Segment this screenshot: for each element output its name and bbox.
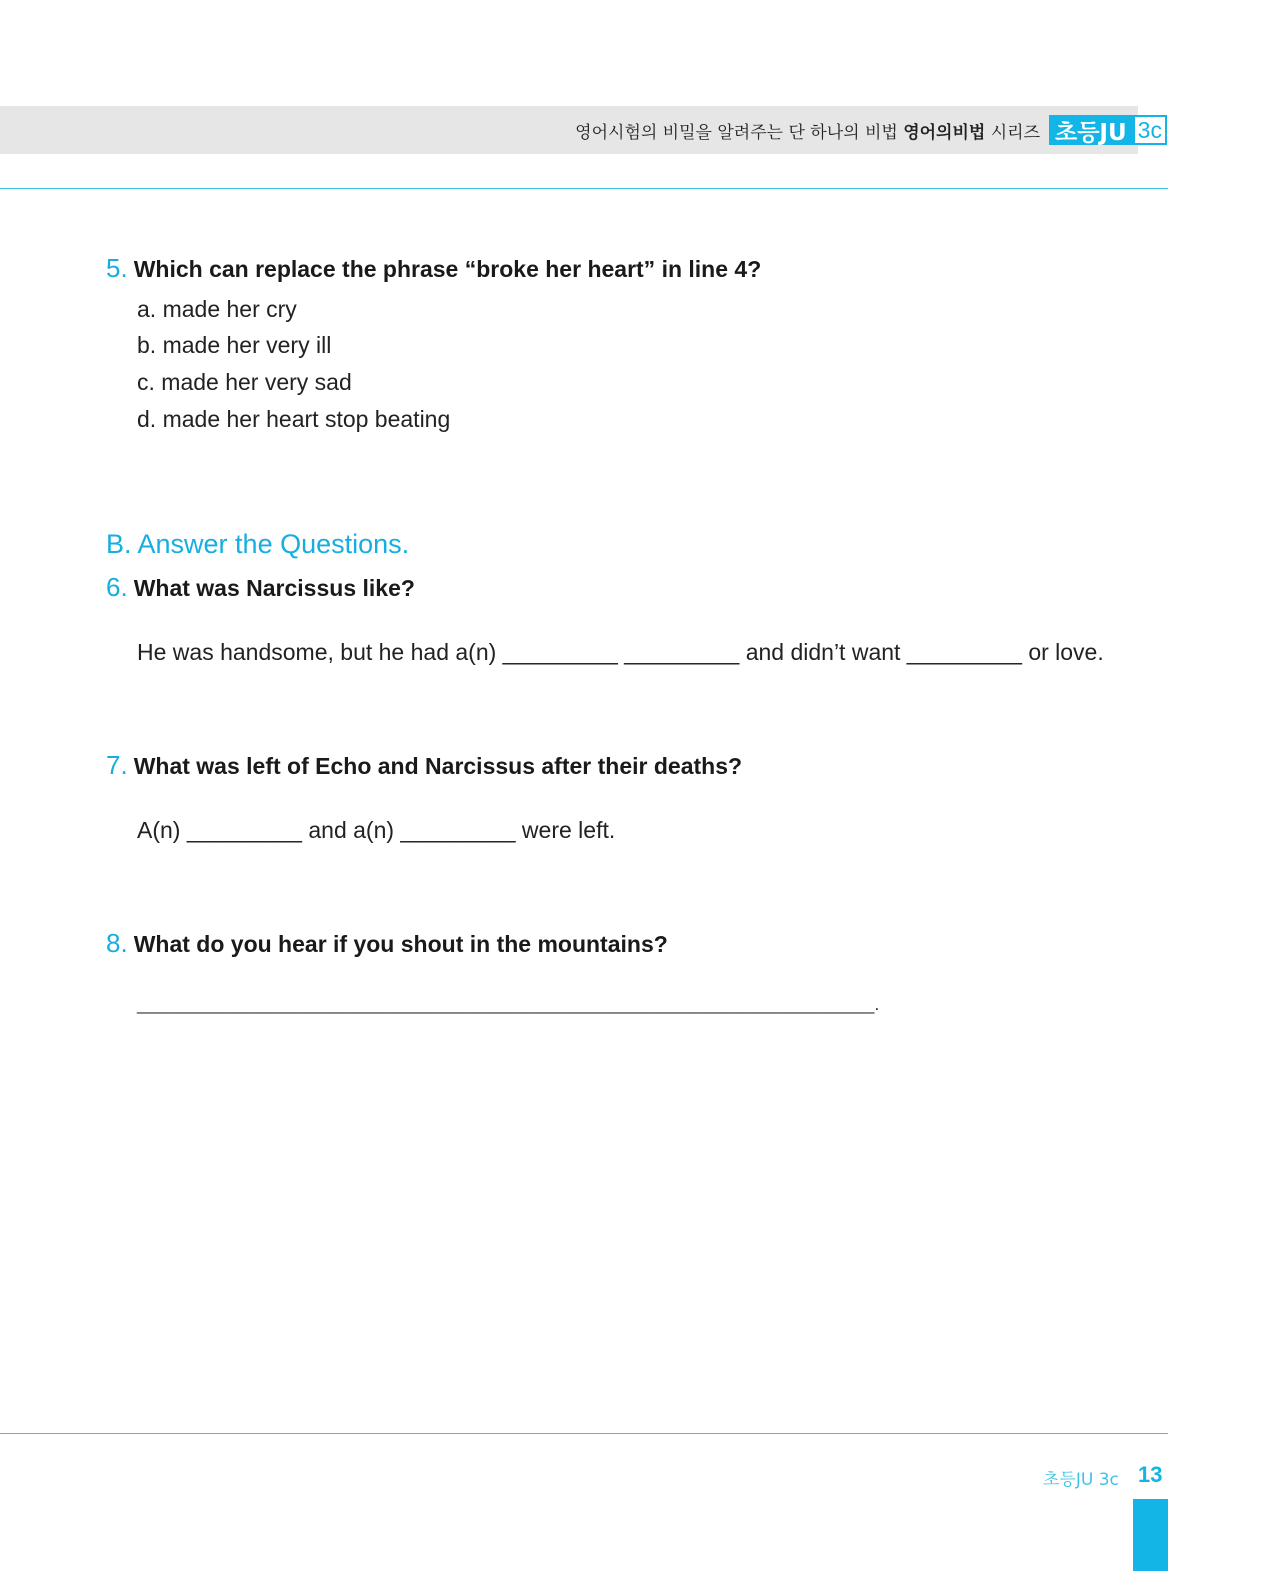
page-tab — [1133, 1499, 1168, 1571]
question-6 — [106, 572, 415, 603]
question-number: 5. — [106, 253, 128, 283]
tagline-post: 시리즈 — [985, 123, 1040, 143]
question-number: 7. — [106, 750, 128, 780]
bottom-rule — [0, 1433, 1168, 1434]
answer-line-7: A(n) _________ and a(n) _________ were left. — [137, 817, 616, 843]
option-b: b. made her very ill — [137, 332, 332, 358]
question-text: Which can replace the phrase “broke her heart” in line 4? — [133, 256, 762, 282]
option-a: a. made her cry — [137, 296, 297, 322]
answer-line-6: He was handsome, but he had a(n) _________ _________ and didn’t want _________ or love. — [137, 639, 1104, 665]
question-5 — [106, 253, 761, 284]
top-rule — [0, 188, 1168, 189]
tagline-bold: 영어의비법 — [903, 123, 986, 143]
section-title: B. Answer the Questions. — [106, 529, 410, 559]
question-number: 6. — [106, 572, 128, 602]
page-number: 13 — [1138, 1462, 1163, 1487]
option-d: d. made her heart stop beating — [137, 406, 451, 432]
question-text: What was left of Echo and Narcissus after their deaths? — [133, 753, 743, 779]
question-7 — [106, 750, 742, 781]
brand-badge — [1049, 115, 1167, 145]
tagline-pre: 영어시험의 비밀을 알려주는 단 하나의 비법 — [575, 123, 904, 143]
question-text: What do you hear if you shout in the mountains? — [133, 931, 668, 957]
footer-label: 초등JU 3c — [1043, 1470, 1119, 1490]
question-number: 8. — [106, 928, 128, 958]
option-c: c. made her very sad — [137, 369, 352, 395]
series-tagline — [575, 118, 1040, 143]
brand-level: 3c — [1133, 115, 1167, 145]
question-text: What was Narcissus like? — [133, 575, 415, 601]
brand-name: 초등JU — [1049, 115, 1133, 145]
answer-line-8: ____________________________________________________________________________. — [137, 995, 880, 1014]
question-8 — [106, 928, 668, 959]
